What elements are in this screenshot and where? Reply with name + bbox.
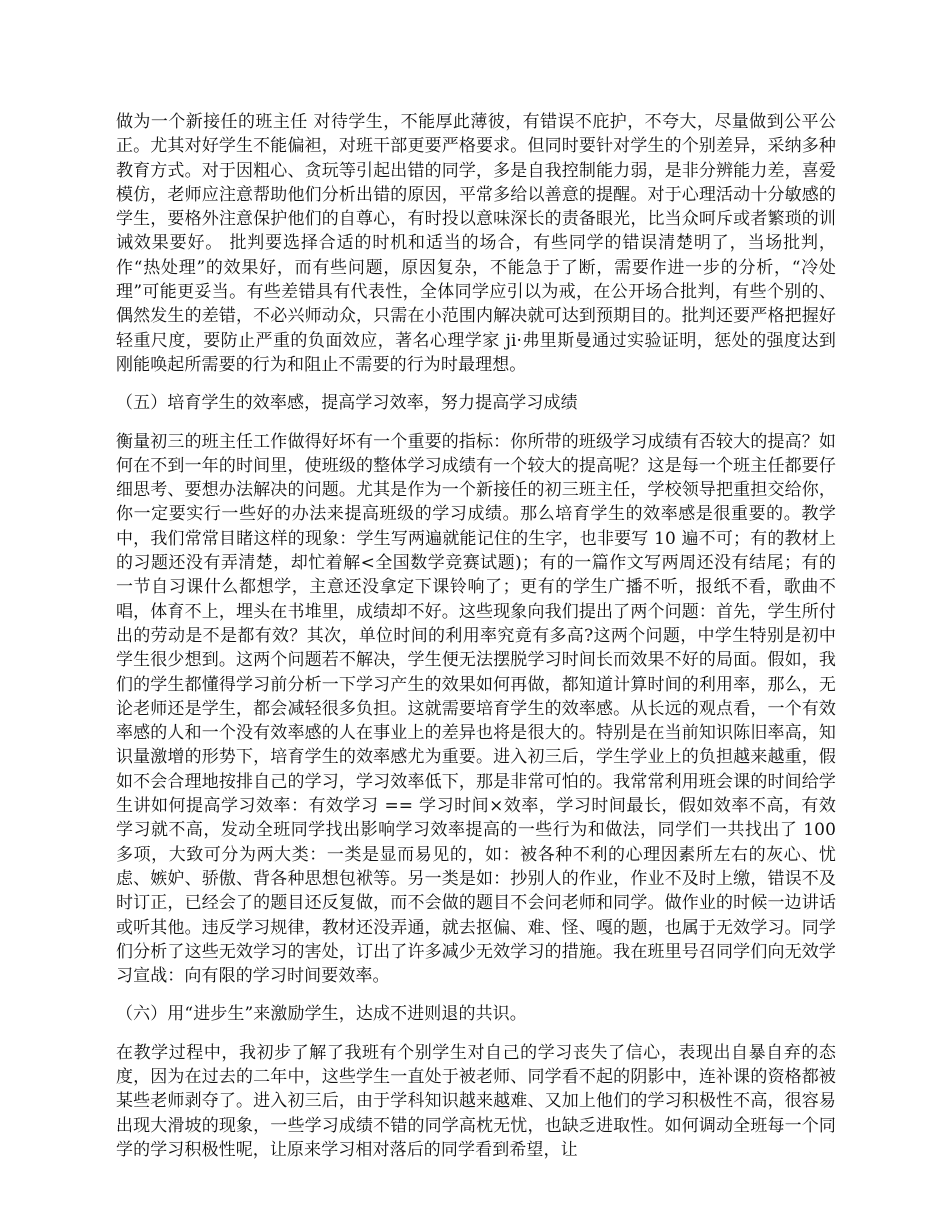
paragraph-efficiency: 衡量初三的班主任工作做得好坏有一个重要的指标：你所带的班级学习成绩有否较大的提高？如何在不到一年的时间里，使班级的整体学习成绩有一个较大的提高呢？这是每一个班主任都要仔细思考、要想办法解决的问题。尤其是作为一个新接任的初三班主任，学校领导把重担交给你，你一定要实行一些好的办法来提高班级的学习成绩。那么培育学生的效率感是很重要的。教学中，我们常常目睹这样的现象：学生写两遍就能记住的生字，也非要写 10 遍不可；有的教材上的习题还没有弄清楚，却忙着解<全国数学竞赛试题)；有的一篇作文写两周还没有结尾；有的一节自习课什么都想学，主意还没拿定下课铃响了；更有的学生广播不听，报纸不看，歌曲不唱，体育不上，埋头在书堆里，成绩却不好。这些现象向我们提出了两个问题：首先，学生所付出的劳动是不是都有效？其次，单位时间的利用率究竟有多高?这两个问题，中学生特别是初中学生很少想到。这两个问题若不解决，学生便无法摆脱学习时间长而效果不好的局面。假如，我们的学生都懂得学习前分析一下学习产生的效果如何再做，都知道计算时间的利用率，那么，无论老师还是学生，都会减轻很多负担。这就需要培育学生的效率感。从长远的观点看，一个有效率感的人和一个没有效率感的人在事业上的差异也将是很大的。特别是在当前知识陈旧率高，知识量激增的形势下，培育学生的效率感尤为重要。进入初三后，学生学业上的负担越来越重，假如不会合理地按排自己的学习，学习效率低下，那是非常可怕的。我常常利用班会课的时间给学生讲如何提高学习效率：有效学习 == 学习时间×效率，学习时间最长，假如效率不高，有效学习就不高，发动全班同学找出影响学习效率提高的一些行为和做法，同学们一共找出了 100 多项，大致可分为两大类：一类是显而易见的，如：被各种不利的心理因素所左右的灰心、忧虑、嫉妒、骄傲、背各种思想包袱等。另一类是如：抄别人的作业，作业不及时上缴，错误不及时订正，已经会了的题目还反复做，而不会做的题目不会问老师和同学。做作业的时候一边讲话或听其他。违反学习规律，教材还没弄通，就去抠偏、难、怪、嘎的题，也属于无效学习。同学们分析了这些无效学习的害处，订出了许多减少无效学习的措施。我在班里号召同学们向无效学习宣战：向有限的学习时间要效率。: [116, 431, 836, 987]
section-heading-5: （五）培育学生的效率感，提高学习效率，努力提高学习成绩: [116, 393, 578, 414]
paragraph-class-discipline: 做为一个新接任的班主任 对待学生，不能厚此薄彼，有错误不庇护，不夸大，尽量做到公平公正。尤其对好学生不能偏袒，对班干部更要严格要求。但同时要针对学生的个别差异，采纳多种教育方式。对于因粗心、贪玩等引起出错的同学，多是自我控制能力弱，是非分辨能力差，喜爱模仿，老师应注意帮助他们分析出错的原因，平常多给以善意的提醒。对于心理活动十分敏感的学生，要格外注意保护他们的自尊心，有时投以意味深长的责备眼光，比当众呵斥或者繁琐的训诫效果要好。 批判要选择合适的时机和适当的场合，有些同学的错误清楚明了，当场批判，作“热处理”的效果好，而有些问题，原因复杂，不能急于了断，需要作进一步的分析，“冷处理”可能更妥当。有些差错具有代表性，全体同学应引以为戒，在公开场合批判，有些个别的、偶然发生的差错，不必兴师动众，只需在小范围内解决就可达到预期目的。批判还要严格把握好轻重尺度，要防止严重的负面效应，著名心理学家 ji·弗里斯曼通过实验证明，惩处的强度达到刚能唤起所需要的行为和阻止不需要的行为时最理想。: [116, 112, 836, 375]
document-body: [116, 110, 836, 1162]
section-heading-6: （六）用“进步生”来激励学生，达成不进则退的共识。: [116, 1004, 527, 1025]
paragraph-motivation: 在教学过程中，我初步了解了我班有个别学生对自己的学习丧失了信心，表现出自暴自弃的态度，因为在过去的二年中，这些学生一直处于被老师、同学看不起的阴影中，连补课的资格都被某些老师剥夺了。进入初三后，由于学科知识越来越难、又加上他们的学习积极性不高，很容易出现大滑坡的现象，一些学习成绩不错的同学高枕无忧，也缺乏进取性。如何调动全班每一个同学的学习积极性呢，让原来学习相对落后的同学看到希望，让: [116, 1042, 836, 1160]
